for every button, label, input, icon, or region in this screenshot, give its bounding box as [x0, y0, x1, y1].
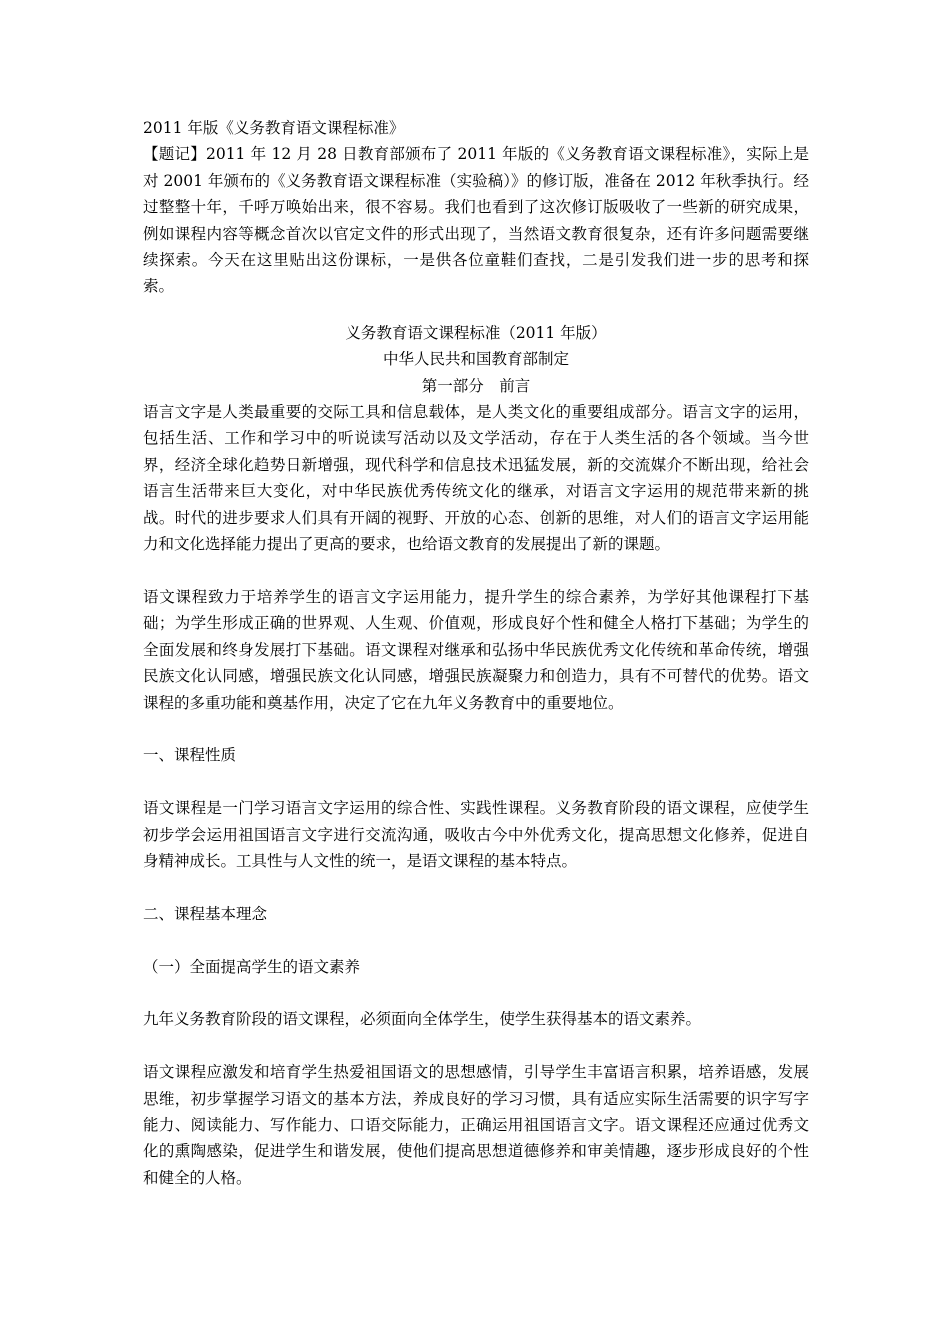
foreword-paragraph: 【题记】2011 年 12 月 28 日教育部颁布了 2011 年版的《义务教育语文课程标准》，实际上是对 2001 年颁布的《义务教育语文课程标准（实验稿）》的修订版，准备在 2012 年秋季执行。经过整整十年，千呼万唤始出来，很不容易。我们也看到了这次修订版吸收了一些新的研究成果，例如课程内容等概念首次以官定文件的形式出现了，当然语文教育很复杂，还有许多问题需要继续探索。今天在这里贴出这份课标，一是供各位童鞋们查找，二是引发我们进一步的思考和探索。	[143, 145, 809, 296]
standard-title: 义务教育语文课程标准（2011 年版）	[345, 323, 607, 342]
spacer	[143, 558, 809, 584]
subsection-paragraph: 九年义务教育阶段的语文课程，必须面向全体学生，使学生获得基本的语文素养。	[143, 1010, 702, 1029]
spacer	[143, 769, 809, 795]
spacer	[143, 927, 809, 953]
preface-paragraph: 语文课程致力于培养学生的语言文字运用能力，提升学生的综合素养，为学好其他课程打下基础；为学生形成正确的世界观、人生观、价值观，形成良好个性和健全人格打下基础；为学生的全面发展和终身发展打下基础。语文课程对继承和弘扬中华民族优秀文化传统和革命传统，增强民族文化认同感，增强民族文化认同感，增强民族凝聚力和创造力，具有不可替代的优势。语文课程的多重功能和奠基作用，决定了它在九年义务教育中的重要地位。	[143, 587, 809, 712]
section-heading-basic-concepts: 二、课程基本理念	[143, 904, 268, 923]
document-page	[143, 115, 809, 1191]
preface-paragraph: 语言文字是人类最重要的交际工具和信息载体，是人类文化的重要组成部分。语言文字的运用，包括生活、工作和学习中的听说读写活动以及文学活动，存在于人类生活的各个领域。当今世界，经济全球化趋势日新增强，现代科学和信息技术迅猛发展，新的交流媒介不断出现，给社会语言生活带来巨大变化，对中华民族优秀传统文化的继承，对语言文字运用的规范带来新的挑战。时代的进步要求人们具有开阔的视野、开放的心态、创新的思维，对人们的语言文字运用能力和文化选择能力提出了更高的要求，也给语文教育的发展提出了新的课题。	[143, 403, 809, 554]
part-title: 第一部分 前言	[421, 376, 531, 395]
spacer	[143, 1033, 809, 1059]
subsection-heading: （一）全面提高学生的语文素养	[143, 957, 361, 976]
document-title: 2011 年版《义务教育语文课程标准》	[143, 119, 405, 137]
subsection-paragraph: 语文课程应激发和培育学生热爱祖国语文的思想感情，引导学生丰富语言积累，培养语感，发展思维，初步掌握学习语文的基本方法，养成良好的学习习惯，具有适应实际生活需要的识字写字能力、阅读能力、写作能力、口语交际能力，正确运用祖国语言文字。语文课程还应通过优秀文化的熏陶感染，促进学生和谐发展，使他们提高思想道德修养和审美情趣，逐步形成良好的个性和健全的人格。	[143, 1063, 809, 1187]
spacer	[143, 980, 809, 1006]
section-paragraph: 语文课程是一门学习语言文字运用的综合性、实践性课程。义务教育阶段的语文课程，应使学生初步学会运用祖国语言文字进行交流沟通，吸收古今中外优秀文化，提高思想文化修养，促进自身精神成长。工具性与人文性的统一，是语文课程的基本特点。	[143, 799, 809, 870]
section-heading-course-nature: 一、课程性质	[143, 746, 237, 765]
spacer	[143, 300, 809, 320]
issuer-line: 中华人民共和国教育部制定	[382, 350, 569, 369]
spacer	[143, 716, 809, 742]
spacer	[143, 874, 809, 900]
